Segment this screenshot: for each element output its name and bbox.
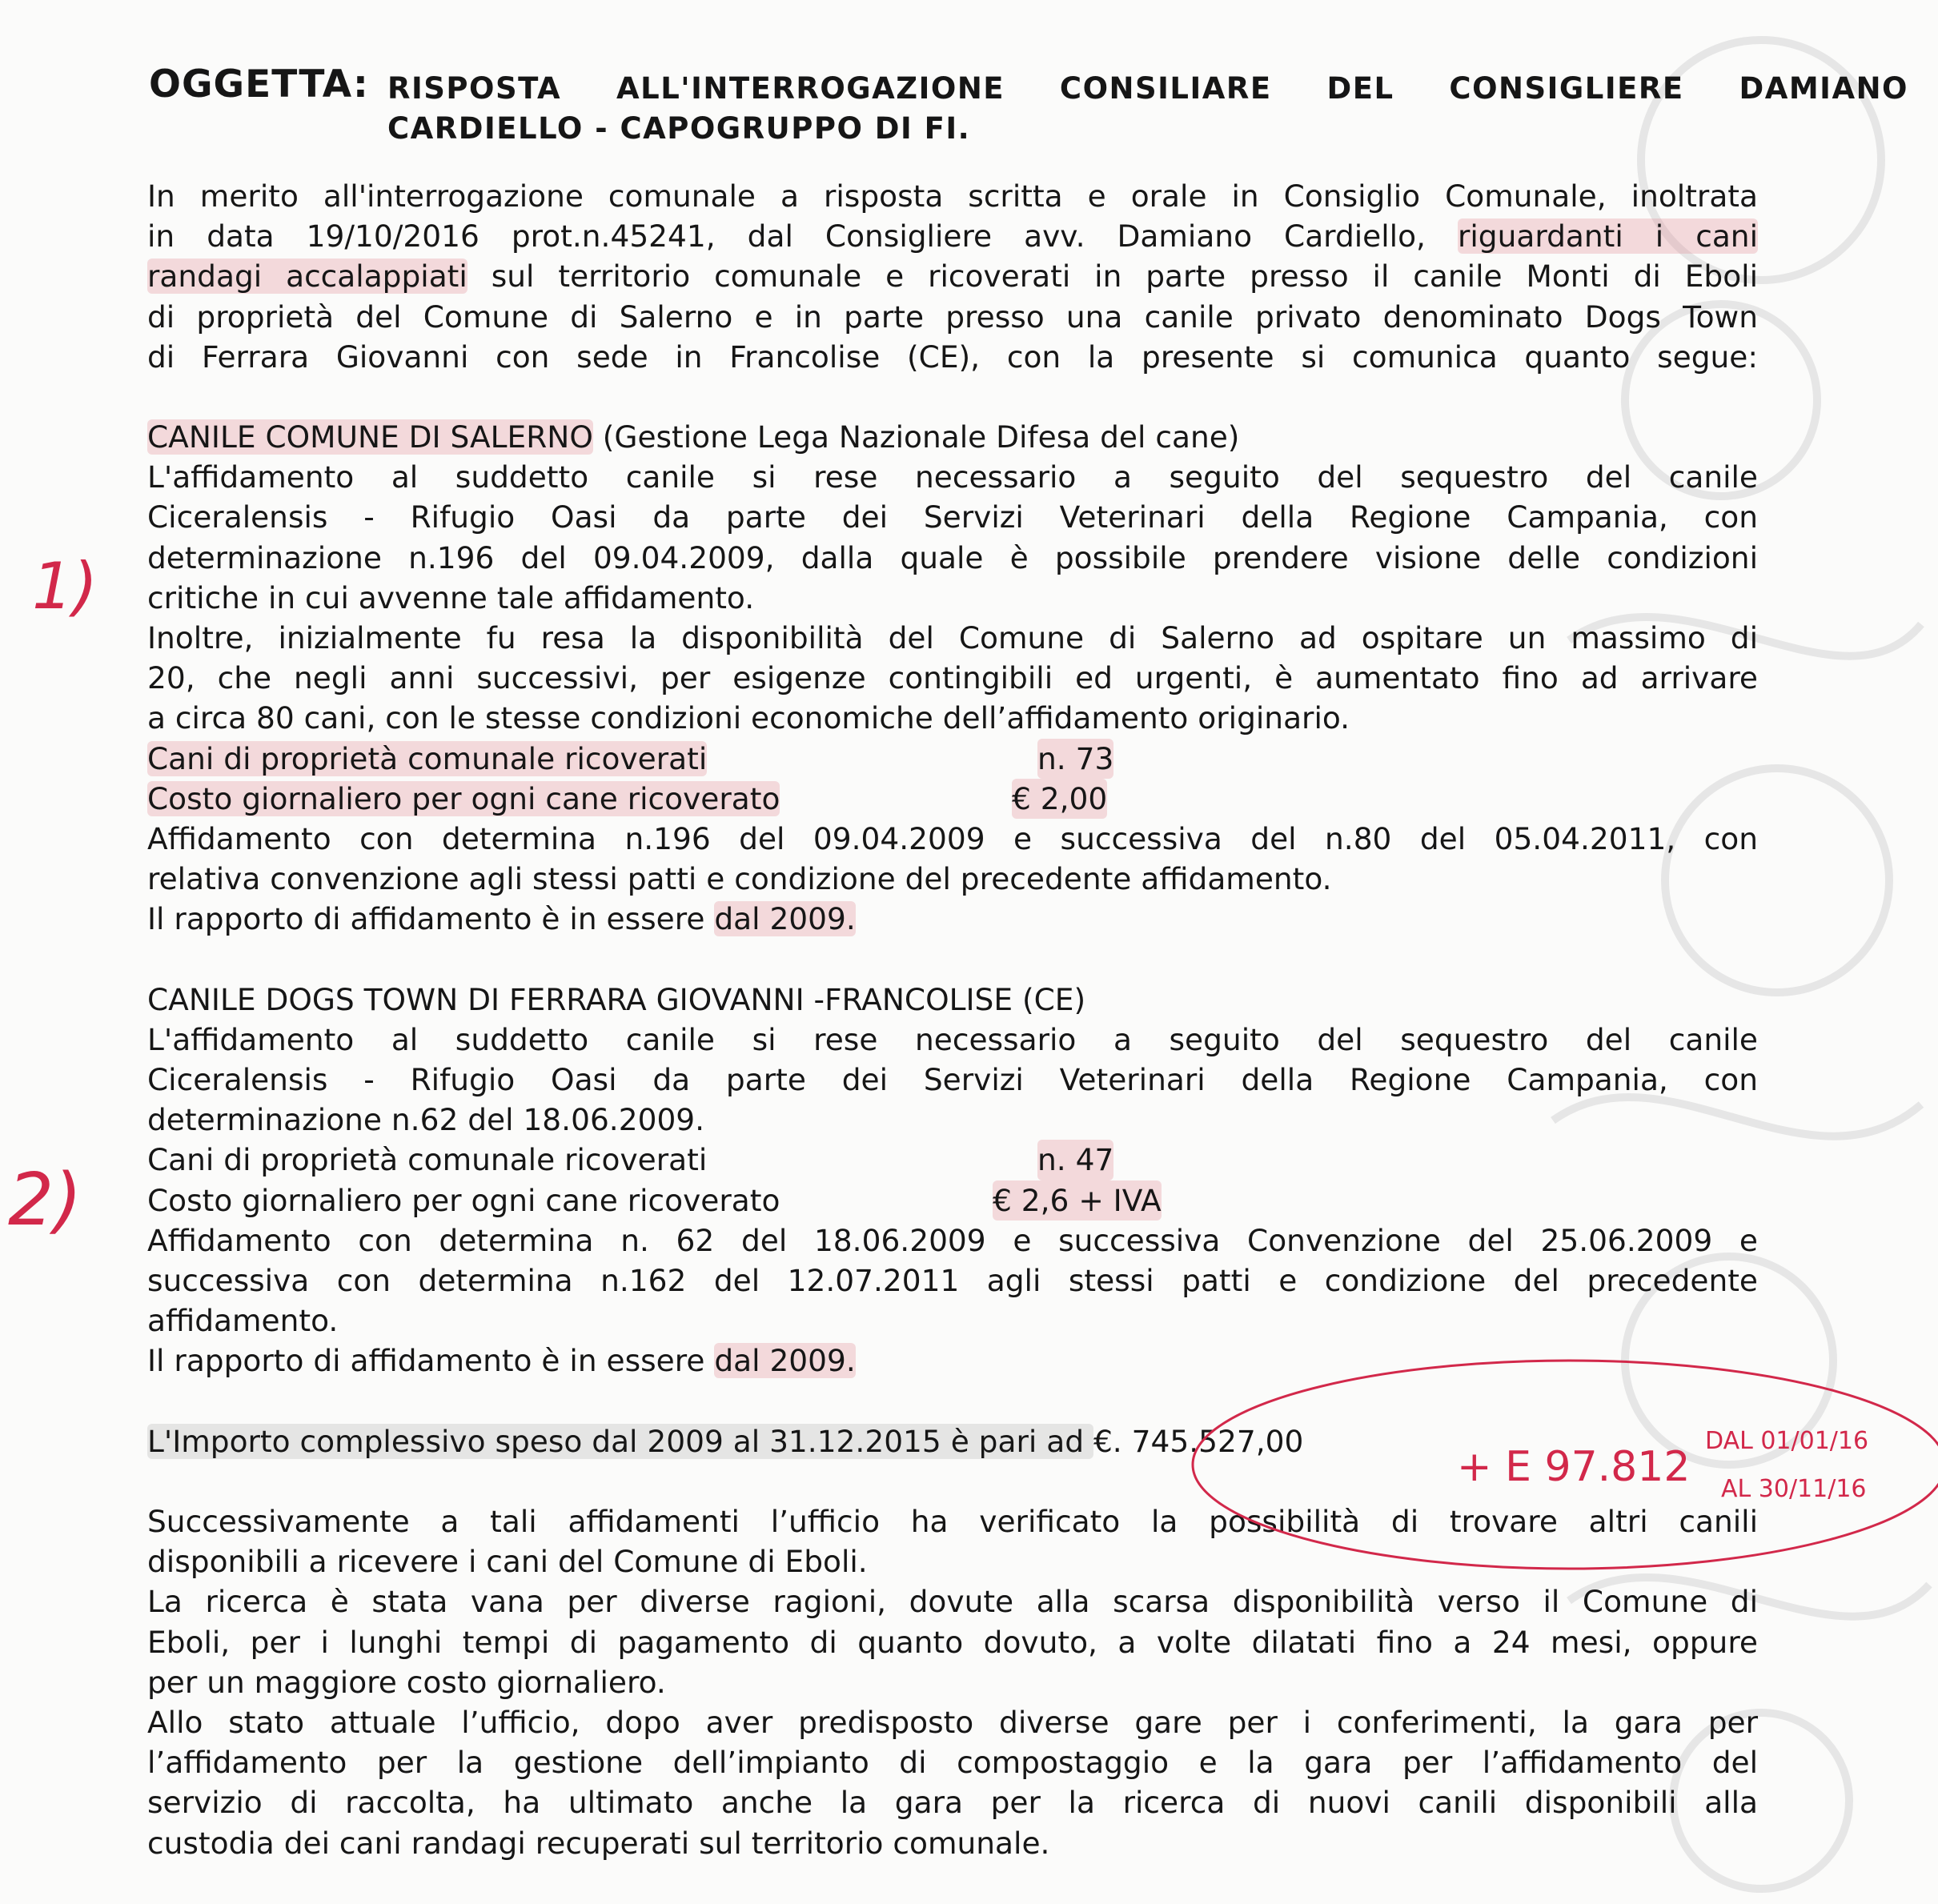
section-line: determinazione n.196 del 09.04.2009, dalla quale è possibile prendere visione delle condizioni [147, 539, 1758, 575]
section-line: Affidamento con determina n.196 del 09.04.2009 e successiva del n.80 del 05.04.2011, con [147, 821, 1758, 857]
closing-line: per un maggiore costo giornaliero. [147, 1664, 666, 1700]
closing-paragraph [147, 1501, 1758, 1863]
section-line: L'affidamento al suddetto canile si rese necessario a seguito del sequestro del canile [147, 1021, 1758, 1057]
handwritten-from-date: DAL 01/01/16 [1705, 1427, 1869, 1455]
subject-text [387, 69, 1908, 149]
highlighted-text: randagi accalappiati [147, 259, 467, 295]
section-line: Inoltre, inizialmente fu resa la disponibilità del Comune di Salerno ad ospitare un massimo di [147, 620, 1758, 656]
highlighted-text: dal 2009. [714, 901, 856, 937]
section-line [147, 899, 1758, 939]
section-line: 20, che negli anni successivi, per esigenze contingibili ed urgenti, è aumentato fino ad arrivare [147, 660, 1758, 696]
closing-line: custodia dei cani randagi recuperati sul territorio comunale. [147, 1825, 1050, 1861]
section-title: CANILE DOGS TOWN DI FERRARA GIOVANNI -FRANCOLISE (CE) [147, 981, 1086, 1017]
total-paragraph [147, 1421, 1758, 1461]
intro-paragraph [147, 176, 1758, 377]
section-line: Ciceralensis - Rifugio Oasi da parte dei Servizi Veterinari della Regione Campania, con [147, 1062, 1758, 1098]
section-title-rest: (Gestione Lega Nazionale Difesa del cane) [592, 419, 1240, 455]
intro-line: di Ferrara Giovanni con sede in Francolise (CE), con la presente si comunica quanto segue: [147, 339, 1758, 375]
closing-line: La ricerca è stata vana per diverse ragioni, dovute alla scarsa disponibilità verso il Comune di [147, 1584, 1758, 1620]
section-salerno [147, 417, 1758, 940]
section-line: affidamento. [147, 1303, 339, 1339]
closing-line: l’affidamento per la gestione dell’impianto di compostaggio e la gara per l’affidamento del [147, 1745, 1758, 1781]
dogs-count-row [147, 739, 1758, 779]
section-line: successiva con determina n.162 del 12.07.2011 agli stessi patti e condizione del precedente [147, 1263, 1758, 1299]
handwritten-addition: + E 97.812 [1457, 1443, 1691, 1491]
section-line: critiche in cui avvenne tale affidamento. [147, 579, 755, 615]
daily-cost-value: € 2,6 + IVA [993, 1180, 1162, 1221]
intro-line: di proprietà del Comune di Salerno e in parte presso una canile privato denominato Dogs Town [147, 299, 1758, 335]
intro-text: in data 19/10/2016 prot.n.45241, dal Consigliere avv. Damiano Cardiello, [147, 218, 1458, 255]
section-line: relativa convenzione agli stessi patti e condizione del precedente affidamento. [147, 861, 1332, 897]
section-line: Affidamento con determina n. 62 del 18.06.2009 e successiva Convenzione del 25.06.2009 e [147, 1222, 1758, 1258]
daily-cost-label: Costo giornaliero per ogni cane ricoverato [147, 780, 780, 816]
intro-line [147, 256, 1758, 296]
handwritten-to-date: AL 30/11/16 [1721, 1475, 1867, 1503]
margin-mark-2-text: 2) [8, 1158, 82, 1242]
daily-cost-row [147, 779, 1758, 819]
section-text: Il rapporto di affidamento è in essere [147, 1343, 715, 1379]
document-body [147, 176, 1758, 1863]
intro-line: In merito all'interrogazione comunale a risposta scritta e orale in Consiglio Comunale, inoltrata [147, 178, 1758, 214]
section-text: Il rapporto di affidamento è in essere [147, 901, 715, 937]
daily-cost-row [147, 1180, 1758, 1221]
total-line [147, 1421, 1758, 1461]
dogs-count-value: n. 47 [1037, 1140, 1113, 1180]
closing-line: Eboli, per i lunghi tempi di pagamento di quanto dovuto, a volte dilatati fino a 24 mesi, oppure [147, 1624, 1758, 1660]
dogs-count-label: Cani di proprietà comunale ricoverati [147, 1142, 708, 1178]
dogs-count-row [147, 1140, 1758, 1180]
section-line [147, 1341, 1758, 1381]
dogs-count-value: n. 73 [1037, 739, 1113, 779]
section-dogs-town [147, 980, 1758, 1381]
closing-line: disponibili a ricevere i cani del Comune di Eboli. [147, 1544, 868, 1580]
daily-cost-value: € 2,00 [1012, 779, 1107, 819]
intro-line [147, 216, 1758, 256]
section-line: a circa 80 cani, con le stesse condizioni economiche dell’affidamento originario. [147, 700, 1350, 736]
total-label: L'Importo complessivo speso dal 2009 al 31.12.2015 è pari ad [147, 1423, 1093, 1459]
intro-text: sul territorio comunale e ricoverati in parte presso il canile Monti di Eboli [467, 259, 1758, 295]
highlighted-text: riguardanti i cani [1457, 218, 1758, 255]
section-line: L'affidamento al suddetto canile si rese necessario a seguito del sequestro del canile [147, 459, 1758, 495]
subject-line-2: CARDIELLO - CAPOGRUPPO DI FI. [387, 111, 971, 146]
section-line: Ciceralensis - Rifugio Oasi da parte dei Servizi Veterinari della Regione Campania, con [147, 499, 1758, 535]
closing-line: servizio di raccolta, ha ultimato anche la gara per la ricerca di nuovi canili disponibili alla [147, 1785, 1758, 1821]
section-title-highlight: CANILE COMUNE DI SALERNO [147, 419, 593, 455]
dogs-count-label: Cani di proprietà comunale ricoverati [147, 740, 708, 776]
daily-cost-label: Costo giornaliero per ogni cane ricoverato [147, 1182, 780, 1218]
subject-label: OGGETTA: [149, 62, 369, 106]
closing-line: Allo stato attuale l’ufficio, dopo aver predisposto diverse gare per i conferimenti, la gara per [147, 1704, 1758, 1740]
margin-mark-1-text: 1) [32, 549, 98, 623]
margin-mark-1 [32, 549, 98, 623]
highlighted-text: dal 2009. [714, 1343, 856, 1379]
closing-line: Successivamente a tali affidamenti l’ufficio ha verificato la possibilità di trovare altri canili [147, 1503, 1758, 1539]
section-line: determinazione n.62 del 18.06.2009. [147, 1102, 705, 1138]
total-amount: €. 745.527,00 [1093, 1423, 1304, 1459]
margin-mark-2 [8, 1158, 82, 1242]
subject-line-1: RISPOSTA ALL'INTERROGAZIONE CONSILIARE DEL CONSIGLIERE DAMIANO [387, 71, 1908, 106]
section-title [147, 417, 1758, 457]
